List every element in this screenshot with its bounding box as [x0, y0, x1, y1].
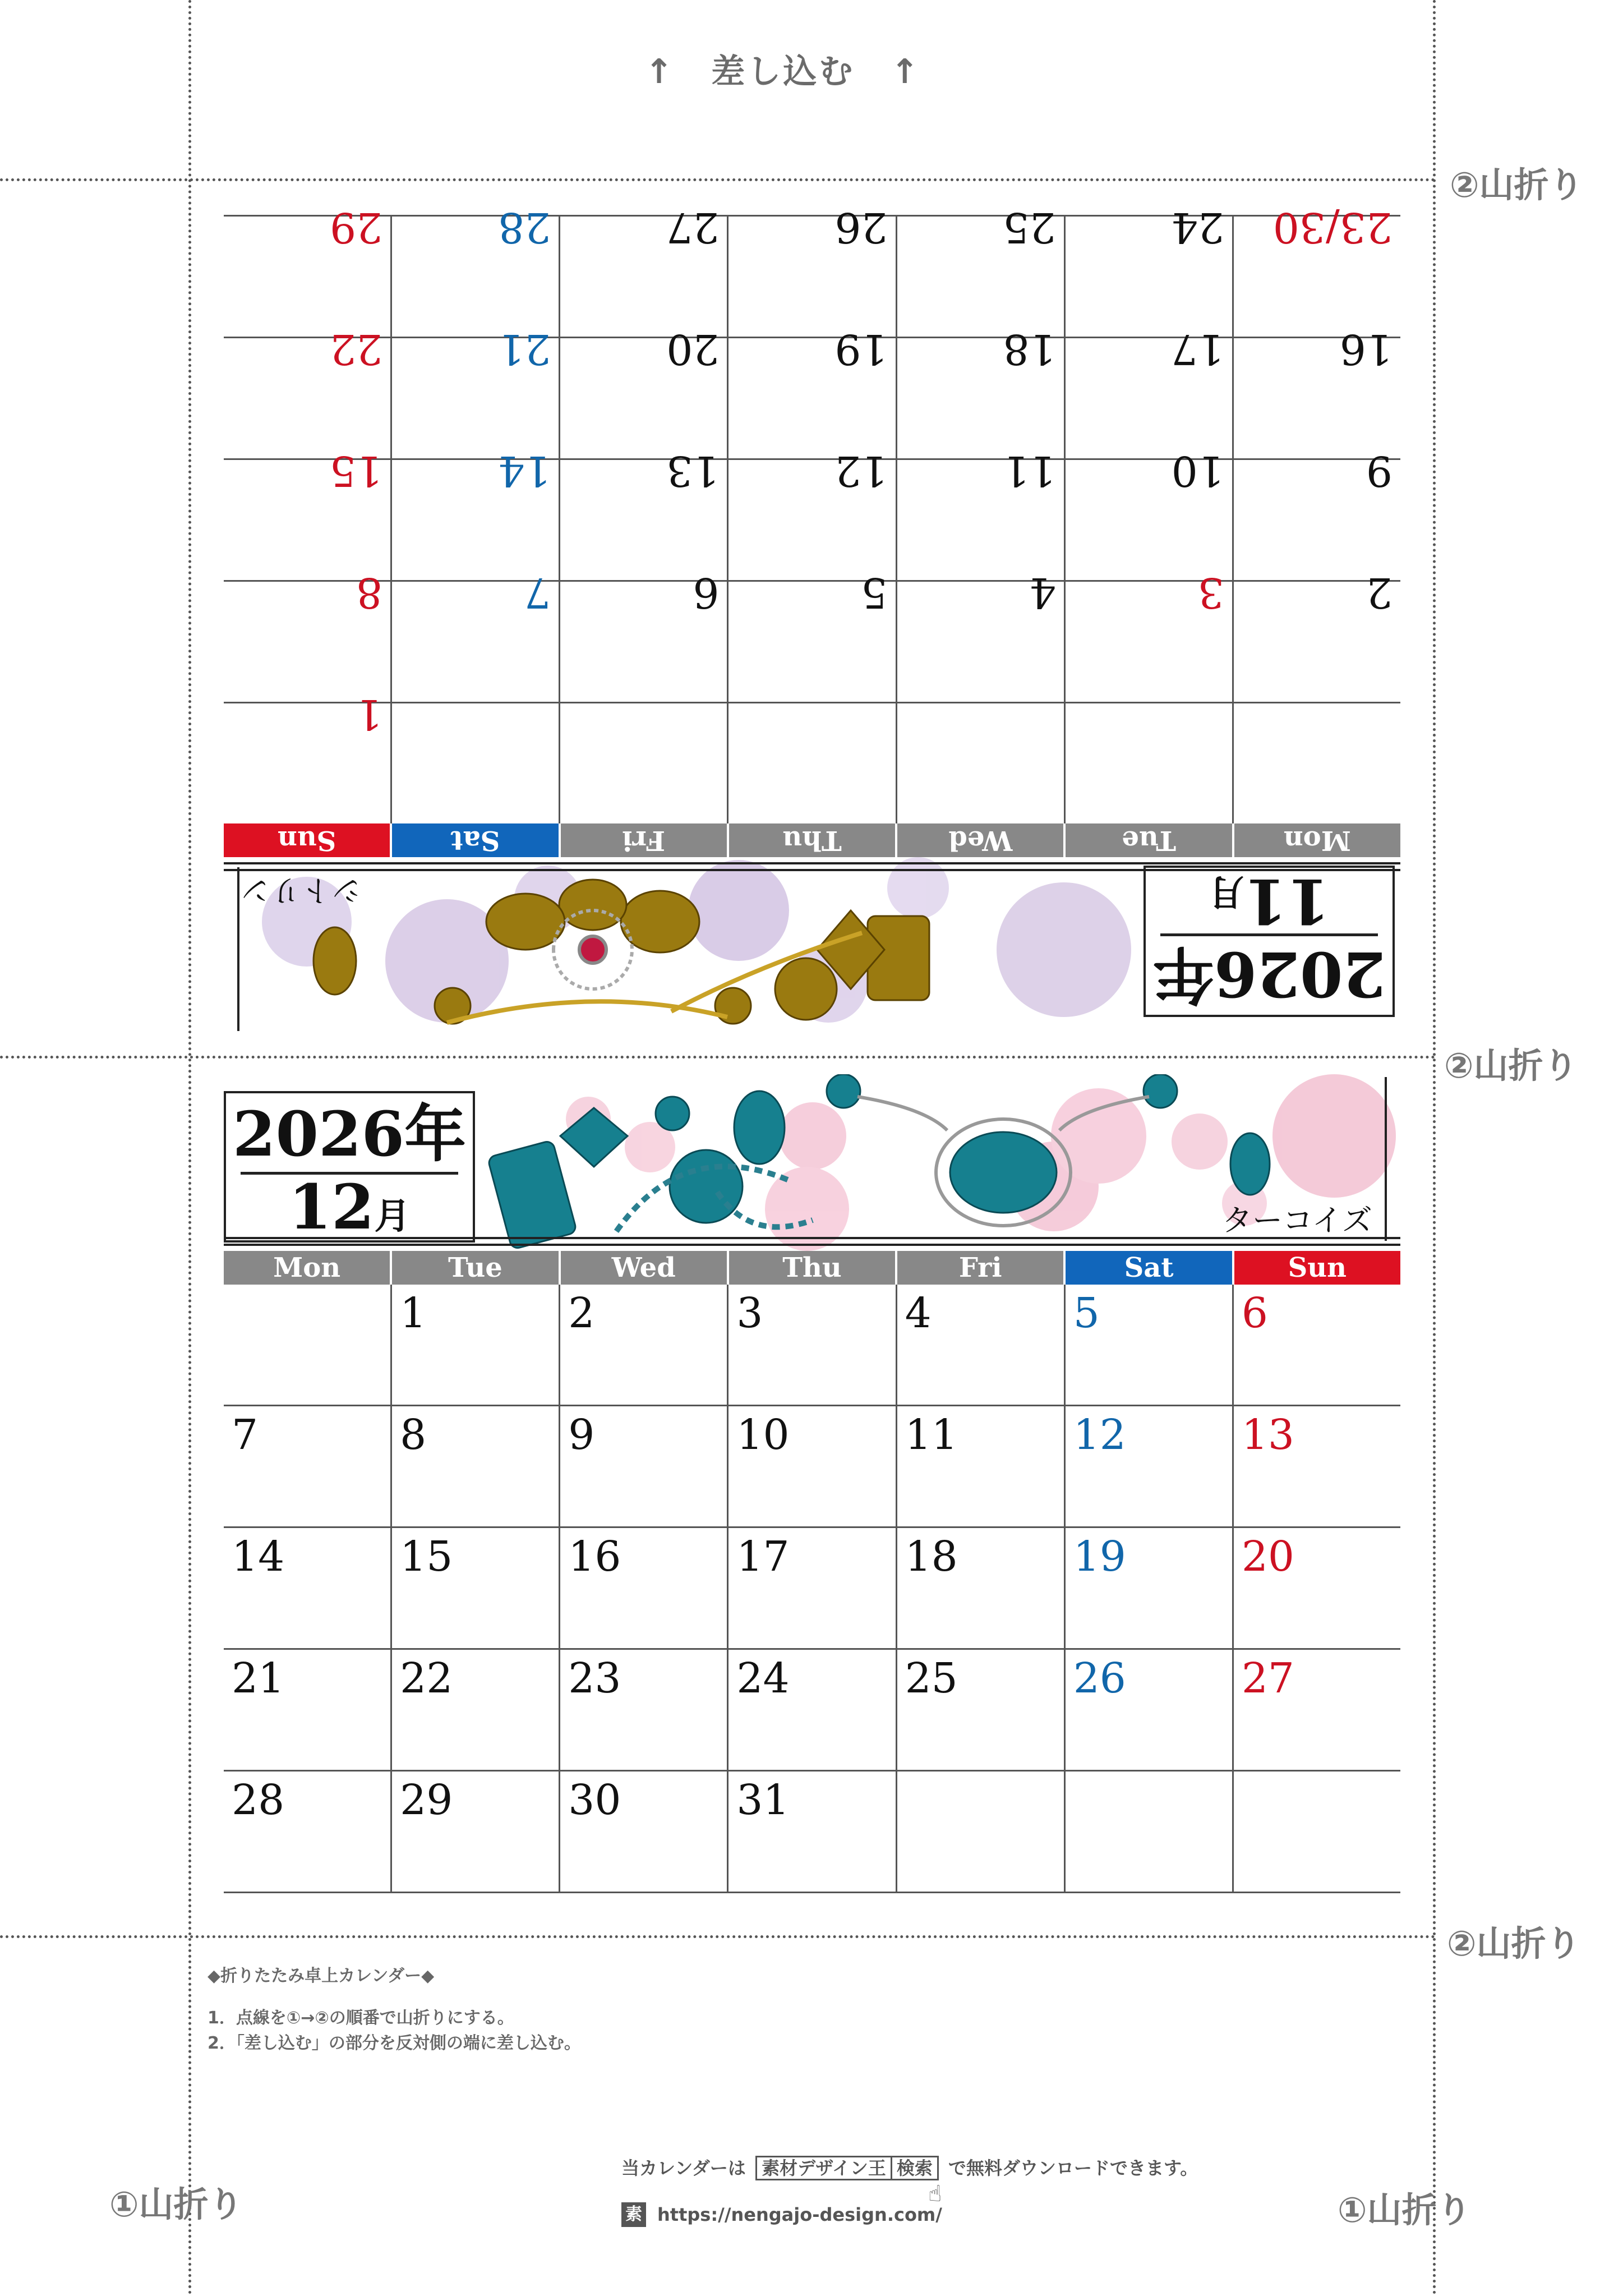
day-cell: 30	[560, 1772, 728, 1892]
day-cell: 26	[1066, 1650, 1234, 1770]
december-calendar	[224, 1074, 1400, 1893]
november-month-number: 11	[1244, 865, 1330, 937]
weekday-wed: Wed	[561, 1251, 729, 1285]
day-cell: 25	[896, 217, 1064, 337]
day-cell: 6	[559, 582, 727, 702]
day-cell: 7	[224, 1406, 392, 1526]
left-fold-line	[188, 0, 191, 2296]
instructions-heading: ◆折りたたみ卓上カレンダー◆	[208, 1966, 435, 1986]
day-cell: 1	[392, 1285, 560, 1405]
search-keyword-box[interactable]	[755, 2156, 939, 2180]
week-row	[224, 1650, 1400, 1772]
search-keyword: 素材デザイン王	[762, 2157, 886, 2179]
day-cell: 4	[896, 582, 1064, 702]
day-cell: 10	[728, 1406, 897, 1526]
instructions-step1: 1．点線を①→②の順番で山折りにする。	[208, 2008, 514, 2028]
day-cell: 28	[390, 217, 559, 337]
day-cell	[897, 1772, 1066, 1892]
weekday-thu: Thu	[727, 823, 895, 857]
weekday-fri: Fri	[559, 823, 727, 857]
middle-fold-line	[0, 1056, 1436, 1059]
day-cell: 28	[224, 1772, 392, 1892]
december-year: 2026年	[232, 1098, 467, 1170]
day-cell: 11	[897, 1406, 1066, 1526]
day-cell: 26	[727, 217, 895, 337]
day-cell: 23	[560, 1650, 728, 1770]
week-row	[224, 1772, 1400, 1893]
weekday-mon: Mon	[1232, 823, 1400, 857]
november-year: 2026年	[1152, 938, 1386, 1010]
day-cell: 7	[390, 582, 559, 702]
december-month-suffix: 月	[374, 1195, 411, 1237]
bottom-fold-line	[0, 1935, 1436, 1938]
day-cell: 5	[1066, 1285, 1234, 1405]
day-cell: 22	[392, 1650, 560, 1770]
day-cell: 6	[1241, 1289, 1268, 1337]
day-cell: 11	[896, 460, 1064, 580]
day-cell	[1064, 703, 1232, 823]
weekday-sun: Sun	[224, 823, 390, 857]
day-cell: 16	[560, 1528, 728, 1648]
site-url-row	[621, 2202, 942, 2227]
day-cell: 12	[1066, 1406, 1234, 1526]
november-month-suffix: 月	[1208, 871, 1244, 913]
instructions	[208, 1963, 581, 2056]
day-cell: 21	[224, 1650, 392, 1770]
december-gem-name: ターコイズ	[1222, 1203, 1372, 1238]
week-row	[224, 1285, 1400, 1406]
site-url[interactable]: https://nengajo-design.com/	[657, 2204, 942, 2225]
day-cell: 27	[559, 217, 727, 337]
day-cell: 17	[728, 1528, 897, 1648]
week-row	[224, 1406, 1400, 1528]
week-row	[224, 1528, 1400, 1650]
insert-label: ↑ 差し込む ↑	[645, 52, 921, 91]
day-cell: 2	[560, 1285, 728, 1405]
day-cell: 31	[728, 1772, 897, 1892]
day-cell: 15	[392, 1528, 560, 1648]
december-date-grid	[224, 1285, 1400, 1893]
day-cell: 23/30	[1232, 217, 1400, 337]
day-cell: 25	[897, 1650, 1066, 1770]
day-cell: 20	[559, 338, 727, 458]
day-cell: 9	[560, 1406, 728, 1526]
day-cell: 13	[1241, 1411, 1295, 1459]
day-cell: 19	[727, 338, 895, 458]
fold1-label-left: ①山折り	[109, 2184, 243, 2225]
november-calendar	[224, 203, 1400, 1034]
right-fold-line	[1433, 0, 1436, 2296]
fold2-label-top: ②山折り	[1450, 164, 1584, 205]
day-cell: 3	[1064, 582, 1232, 702]
fold2-label-middle: ②山折り	[1444, 1045, 1578, 1086]
november-title-box	[1144, 866, 1395, 1017]
day-cell: 18	[897, 1528, 1066, 1648]
november-date-grid	[224, 203, 1400, 823]
fold1-label-right: ①山折り	[1338, 2189, 1472, 2230]
weekday-sat: Sat	[390, 823, 558, 857]
day-cell: 17	[1064, 338, 1232, 458]
day-cell	[1066, 1772, 1234, 1892]
instructions-step2: 2．「差し込む」の部分を反対側の端に差し込む。	[208, 2033, 581, 2053]
download-note	[621, 2154, 1198, 2180]
day-cell: 19	[1066, 1528, 1234, 1648]
day-cell	[224, 1285, 392, 1405]
december-banner	[224, 1074, 1400, 1251]
weekday-sat: Sat	[1066, 1251, 1234, 1285]
day-cell	[1234, 1772, 1400, 1892]
weekday-sun: Sun	[1234, 1251, 1400, 1285]
day-cell: 15	[329, 447, 383, 495]
day-cell	[727, 703, 895, 823]
day-cell: 24	[1064, 217, 1232, 337]
day-cell: 29	[392, 1772, 560, 1892]
day-cell: 9	[1232, 460, 1400, 580]
day-cell: 14	[390, 460, 559, 580]
november-banner	[224, 857, 1400, 1034]
download-suffix: で無料ダウンロードできます。	[948, 2157, 1198, 2179]
day-cell: 20	[1241, 1533, 1295, 1581]
week-row	[224, 203, 1400, 337]
day-cell	[896, 703, 1064, 823]
december-title-box	[224, 1091, 475, 1243]
week-row	[224, 690, 1400, 823]
site-logo-icon: 素	[621, 2202, 646, 2227]
top-fold-line	[0, 178, 1436, 181]
day-cell: 4	[897, 1285, 1066, 1405]
weekday-thu: Thu	[729, 1251, 897, 1285]
weekday-fri: Fri	[897, 1251, 1066, 1285]
december-month-number: 12	[288, 1171, 375, 1243]
day-cell: 21	[390, 338, 559, 458]
day-cell: 8	[356, 568, 383, 616]
day-cell: 24	[728, 1650, 897, 1770]
week-row	[224, 568, 1400, 702]
november-month	[1146, 865, 1393, 937]
fold2-label-bottom: ②山折り	[1447, 1923, 1581, 1964]
weekday-wed: Wed	[895, 823, 1063, 857]
day-cell: 14	[224, 1528, 392, 1648]
day-cell	[1232, 703, 1400, 823]
november-gem-name: シトリン	[241, 873, 362, 908]
day-cell: 18	[896, 338, 1064, 458]
weekday-mon: Mon	[224, 1251, 392, 1285]
day-cell: 8	[392, 1406, 560, 1526]
day-cell: 22	[329, 325, 383, 373]
december-month	[226, 1171, 473, 1243]
weekday-tue: Tue	[392, 1251, 560, 1285]
day-cell: 10	[1064, 460, 1232, 580]
day-cell: 13	[559, 460, 727, 580]
day-cell	[390, 703, 559, 823]
day-cell: 3	[728, 1285, 897, 1405]
download-prefix: 当カレンダーは	[621, 2157, 746, 2179]
week-row	[224, 325, 1400, 458]
day-cell: 29	[329, 203, 383, 251]
day-cell: 2	[1232, 582, 1400, 702]
december-weekday-header	[224, 1251, 1400, 1285]
week-row	[224, 447, 1400, 580]
weekday-tue: Tue	[1063, 823, 1232, 857]
day-cell: 16	[1232, 338, 1400, 458]
day-cell: 12	[727, 460, 895, 580]
pointer-hand-icon: ☝	[928, 2181, 942, 2207]
day-cell: 27	[1241, 1654, 1295, 1703]
search-button[interactable]: 検索	[891, 2157, 933, 2179]
day-cell: 5	[727, 582, 895, 702]
november-weekday-header	[224, 823, 1400, 857]
day-cell: 1	[356, 690, 383, 738]
day-cell	[559, 703, 727, 823]
